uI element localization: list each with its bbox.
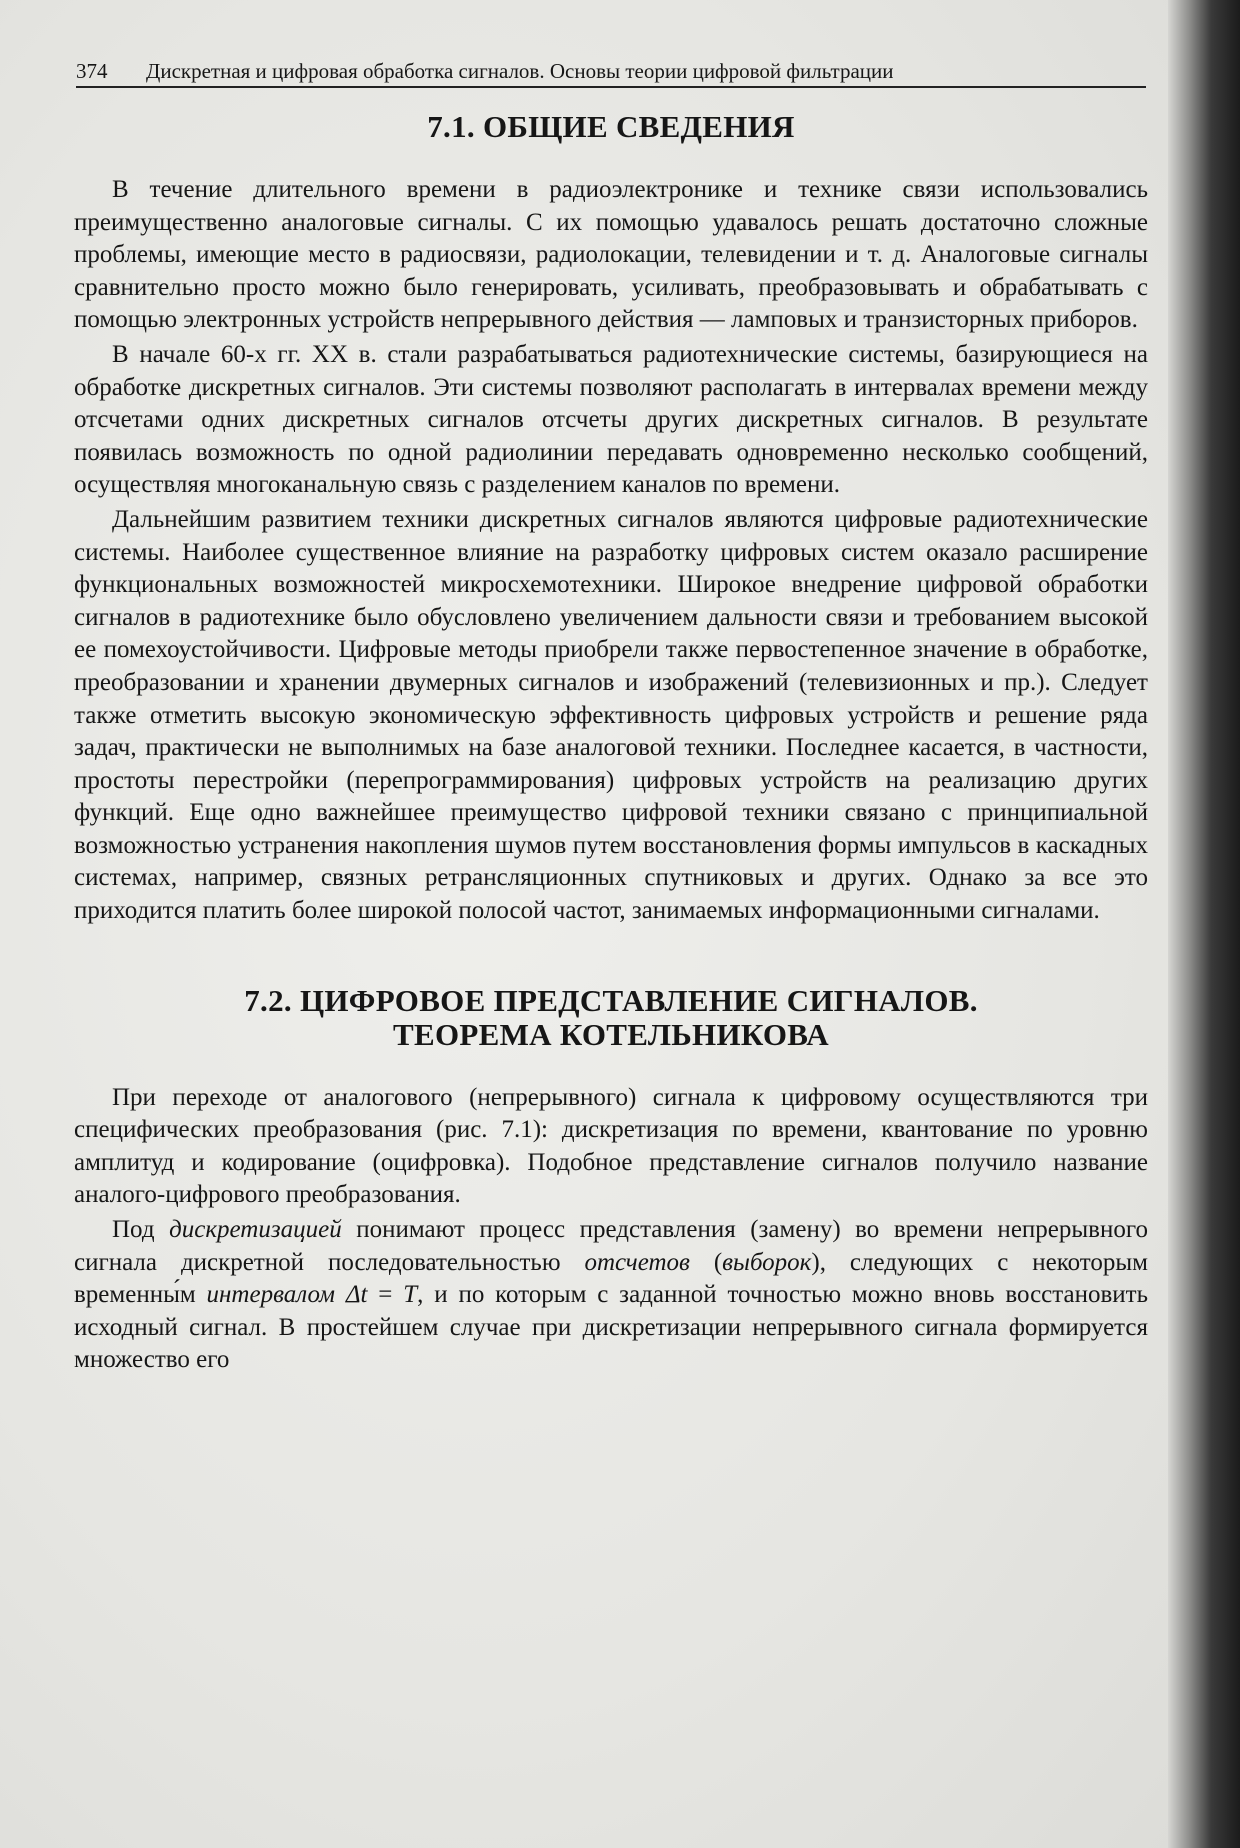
formula-symbol: Δt	[345, 1281, 368, 1309]
section-title-line: ТЕОРЕМА КОТЕЛЬНИКОВА	[393, 1016, 829, 1052]
book-spine-shadow	[1168, 0, 1240, 1848]
term-emphasis: отсчетов	[584, 1248, 690, 1276]
section-title-7-2	[74, 984, 1148, 1052]
term-emphasis: выборок	[722, 1248, 812, 1276]
term-emphasis: дискретизацией	[169, 1216, 342, 1244]
paragraph: При переходе от аналогового (непрерывного) сигнала к цифровому осуществляются три специфических преобразования (рис. 7.1): дискретизация по времени, квантование по уровню амплитуд и кодирование (оцифровка). Подобное представление сигналов получило название аналого-цифрового преобразования.	[74, 1083, 1148, 1209]
page-content	[74, 110, 1148, 1377]
section-title-line: 7.2. ЦИФРОВОЕ ПРЕДСТАВЛЕНИЕ СИГНАЛОВ.	[244, 982, 978, 1018]
paragraph: В течение длительного времени в радиоэлектронике и технике связи использовались преимущественно аналоговые сигналы. С их помощью удавалось решать достаточно сложные проблемы, имеющие место в радиосвязи, радиолокации, телевидении и т. д. Аналоговые сигналы сравнительно просто можно было генерировать, усиливать, преобразовывать и обрабатывать с помощью электронных устройств непрерывного действия — ламповых и транзисторных приборов.	[74, 176, 1148, 334]
text-run: (	[689, 1248, 723, 1276]
text-run: понимают процесс представления (замену) во времени непрерывного сигнала дискретной последовательностью	[74, 1216, 1148, 1276]
text-run	[335, 1281, 346, 1308]
paragraph: В начале 60-х гг. XX в. стали разрабатываться радиотехнические системы, базирующиеся на обработке дискретных сигналов. Эти системы позволяют располагать в интервалах времени между отсчетами одних дискретных сигналов отсчеты других дискретных сигналов. В результате появилась возможность по одной радиолинии передавать одновременно несколько сообщений, осуществляя многоканальную связь с разделением каналов по времени.	[74, 340, 1148, 499]
section-title-7-1: 7.1. ОБЩИЕ СВЕДЕНИЯ	[427, 109, 795, 144]
running-title: Дискретная и цифровая обработка сигналов. Основы теории цифровой фильтрации	[146, 59, 894, 83]
text-run: =	[367, 1281, 404, 1309]
paragraph-with-terms	[74, 1214, 1148, 1377]
term-emphasis: интервалом	[206, 1281, 335, 1309]
formula-symbol: T	[403, 1281, 418, 1309]
text-run: Под	[112, 1216, 170, 1244]
text-run: , и по которым с заданной точностью можно вновь восстановить исходный сигнал. В простейшем случае при дискретизации непрерывного сигнала формируется множество его	[74, 1281, 1148, 1374]
running-header	[76, 56, 1146, 88]
page-number: 374	[76, 59, 108, 83]
paragraph: Дальнейшим развитием техники дискретных сигналов являются цифровые радиотехнические системы. Наиболее существенное влияние на разработку цифровых систем оказало расширение функциональных возможностей микросхемотехники. Широкое внедрение цифровой обработки сигналов в радиотехнике было обусловлено увеличением дальности связи и требованием высокой ее помехоустойчивости. Цифровые методы приобрели также первостепенное значение в обработке, преобразовании и хранении двумерных сигналов и изображений (телевизионных и пр.). Следует также отметить высокую экономическую эффективность цифровых устройств и решение ряда задач, практически не выполнимых на базе аналоговой техники. Последнее касается, в частности, простоты перестройки (перепрограммирования) цифровых устройств на реализацию других функций. Еще одно важнейшее преимущество цифровой техники связано с принципиальной возможностью устранения накопления шумов путем восстановления формы импульсов в каскадных системах, например, связных ретрансляционных спутниковых и других. Однако за все это приходится платить более широкой полосой частот, занимаемых информационными сигналами.	[74, 505, 1148, 925]
text-run: ), следующих с некоторым временны́м	[74, 1248, 1149, 1309]
